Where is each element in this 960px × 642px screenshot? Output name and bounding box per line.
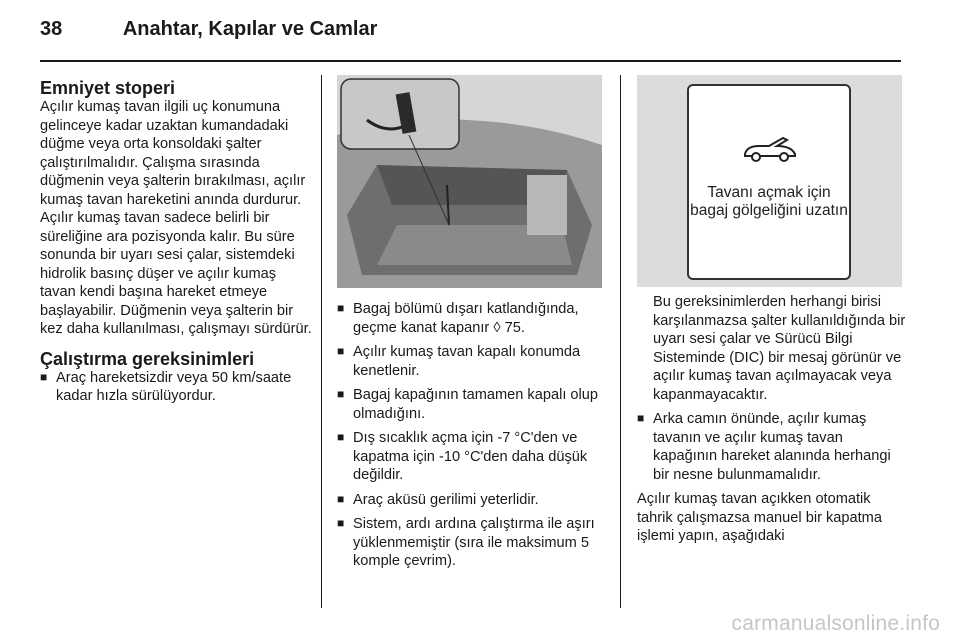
column-divider xyxy=(620,75,621,608)
page-number: 38 xyxy=(40,18,63,40)
requirements-list xyxy=(40,369,312,406)
header-rule xyxy=(40,60,901,62)
display-message: Tavanı açmak için bagaj gölgeliğini uzatın xyxy=(690,184,848,219)
bullet-icon: ■ xyxy=(337,491,345,506)
list-item: ■ Bagaj bölümü dışarı katlandığında, geçme kanat kapanır ◊ 75. xyxy=(337,301,579,336)
bullet-icon: ■ xyxy=(337,387,345,401)
trunk-photo xyxy=(337,75,602,288)
list-item: ■ Araç hareketsizdir veya 50 km/saate kadar hızla sürülüyordur. xyxy=(40,369,292,404)
convertible-car-icon xyxy=(741,134,799,164)
bullet-icon: ■ xyxy=(637,411,645,425)
column-1 xyxy=(40,78,312,412)
list-item: ■ Arka camın önünde, açılır kumaş tavanın ve açılır kumaş tavan kapağının hareket alanında herhangi bir nesne bulunmamalıdır. xyxy=(637,411,891,483)
requirements-list-final xyxy=(637,410,907,484)
list-item: ■ Sistem, ardı ardına çalıştırma ile aşırı yüklenmemiştir (sıra ile maksimum 5 komple çevrim). xyxy=(337,516,595,569)
bullet-icon: ■ xyxy=(337,301,345,315)
bullet-icon: ■ xyxy=(337,430,345,444)
watermark: carmanualsonline.info xyxy=(731,612,940,635)
safety-stop-paragraph: Açılır kumaş tavan ilgili uç konumuna gelinceye kadar uzaktan kumandadaki düğme veya orta konsoldaki şalter çalıştırılmalıdır. Çalışma sırasında düğmenin veya şalterin bırakılması, açılır kumaş tavan hareketini anında durdurur. Açılır kumaş tavan sadece belirli bir süreliğine ara pozisyonda kalır. Bu süre sonunda bir uyarı sesi çalar, sistemdeki hidrolik basınç düşer ve açılır kumaş tavan kendi başına hareket etmeye başlayabilir. Düğmenin veya şalterin bir kez daha kullanılması, çalışmayı sürdürür. xyxy=(40,99,312,337)
list-item: ■ Dış sıcaklık açma için -7 °C'den ve kapatma için -10 °C'den daha düşük değildir. xyxy=(337,430,588,483)
section-heading-safety-stop: Emniyet stoperi xyxy=(40,78,176,98)
column-3 xyxy=(637,293,907,546)
section-heading-requirements: Çalıştırma gereksinimleri xyxy=(40,348,255,369)
bullet-icon: ■ xyxy=(337,516,345,530)
column-2 xyxy=(337,300,607,577)
bullet-icon: ■ xyxy=(337,344,345,358)
display-panel xyxy=(687,84,851,280)
warning-note: Bu gereksinimlerden herhangi birisi karşılanmazsa şalter kullanıldığında bir uyarı sesi çalar ve Sürücü Bilgi Sisteminde (DIC) bir mesaj görünür ve açılır kumaş tavan açılmayacak veya kapanmayacaktır. xyxy=(653,294,906,403)
list-item: ■ Açılır kumaş tavan kapalı konumda kenetlenir. xyxy=(337,344,581,379)
list-item: ■ Bagaj kapağının tamamen kapalı olup olmadığını. xyxy=(337,387,599,422)
page-header xyxy=(40,18,377,41)
list-item: ■ Araç aküsü gerilimi yeterlidir. xyxy=(337,491,539,508)
display-figure xyxy=(637,75,902,287)
requirements-list-continued xyxy=(337,300,607,571)
bullet-icon: ■ xyxy=(40,369,48,384)
page-title: Anahtar, Kapılar ve Camlar xyxy=(122,18,378,40)
column-divider xyxy=(321,75,322,608)
manual-closing-paragraph: Açılır kumaş tavan açıkken otomatik tahrik çalışmazsa manuel bir kapatma işlemi yapın, aşağıdaki xyxy=(637,491,882,544)
trunk-illustration xyxy=(337,75,602,288)
